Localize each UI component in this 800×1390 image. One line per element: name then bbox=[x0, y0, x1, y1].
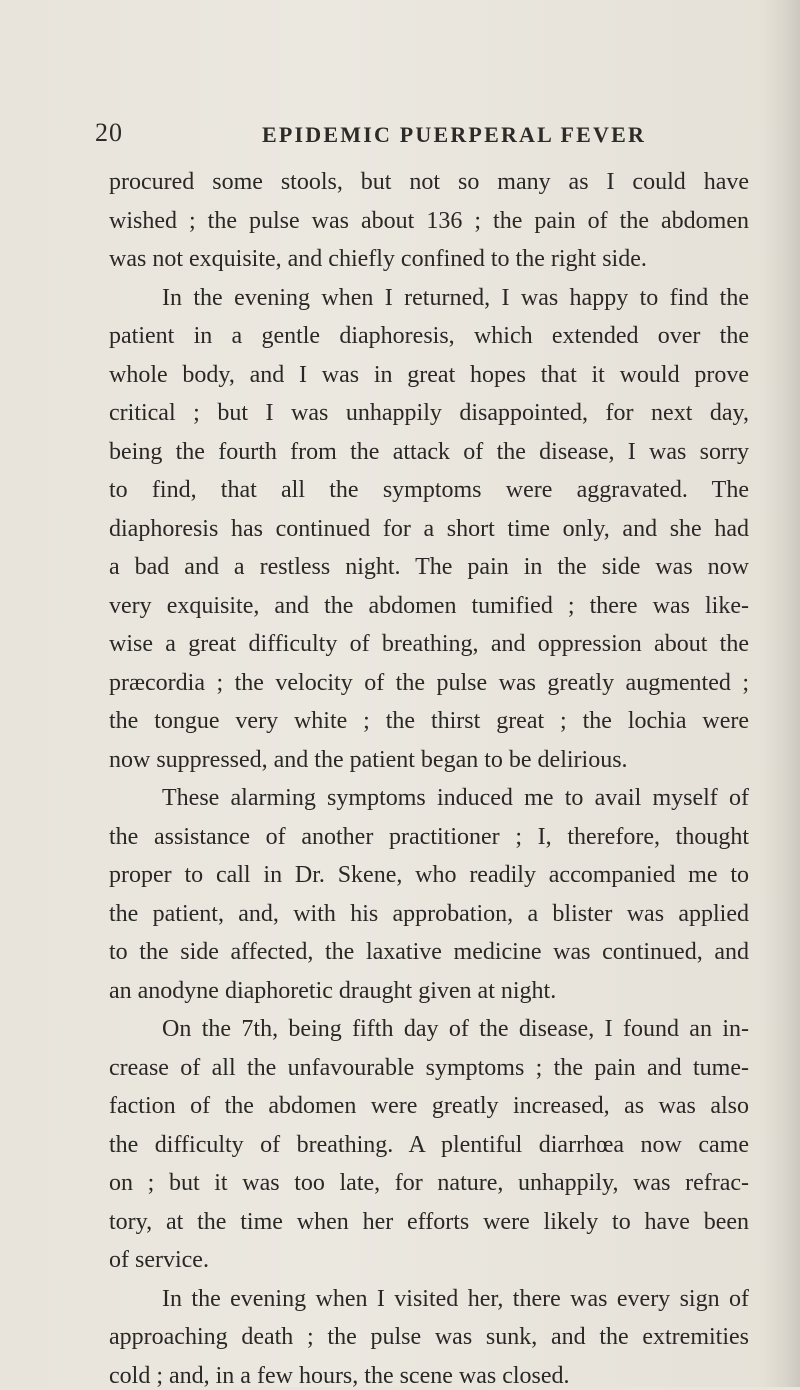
text-line: whole body, and I was in great hopes that it would prove bbox=[109, 362, 749, 388]
text-line: the difficulty of breathing. A plentiful diarrhœa now came bbox=[109, 1132, 749, 1158]
text-line: to the side affected, the laxative medicine was continued, and bbox=[109, 939, 749, 965]
page-number: 20 bbox=[95, 118, 123, 147]
text-line: to find, that all the symptoms were aggravated. The bbox=[109, 477, 749, 503]
text-line: very exquisite, and the abdomen tumified ; there was like- bbox=[109, 593, 749, 619]
text-line: wished ; the pulse was about 136 ; the pain of the abdomen bbox=[109, 208, 749, 234]
text-line: the tongue very white ; the thirst great ; the lochia were bbox=[109, 708, 749, 734]
paragraph-start-line: In the evening when I returned, I was happy to find the bbox=[162, 285, 749, 311]
paragraph-start-line: These alarming symptoms induced me to avail myself of bbox=[162, 785, 749, 811]
text-line: a bad and a restless night. The pain in the side was now bbox=[109, 554, 749, 580]
text-line: the patient, and, with his approbation, a blister was applied bbox=[109, 901, 749, 927]
running-title: EPIDEMIC PUERPERAL FEVER bbox=[262, 122, 647, 147]
text-line: approaching death ; the pulse was sunk, and the extremities bbox=[109, 1324, 749, 1350]
text-line: of service. bbox=[109, 1247, 209, 1273]
text-line: now suppressed, and the patient began to be delirious. bbox=[109, 747, 628, 773]
text-line: proper to call in Dr. Skene, who readily accompanied me to bbox=[109, 862, 749, 888]
text-line: was not exquisite, and chiefly confined to the right side. bbox=[109, 246, 647, 272]
text-line: wise a great difficulty of breathing, and oppression about the bbox=[109, 631, 749, 657]
text-line: patient in a gentle diaphoresis, which extended over the bbox=[109, 323, 749, 349]
text-line: faction of the abdomen were greatly increased, as was also bbox=[109, 1093, 749, 1119]
paragraph-start-line: On the 7th, being fifth day of the disease, I found an in- bbox=[162, 1016, 749, 1042]
text-line: being the fourth from the attack of the disease, I was sorry bbox=[109, 439, 749, 465]
paragraph-start-line: In the evening when I visited her, there was every sign of bbox=[162, 1286, 749, 1312]
text-line: præcordia ; the velocity of the pulse was greatly augmented ; bbox=[109, 670, 749, 696]
text-line: on ; but it was too late, for nature, unhappily, was refrac- bbox=[109, 1170, 749, 1196]
text-line: an anodyne diaphoretic draught given at night. bbox=[109, 978, 557, 1004]
text-line: procured some stools, but not so many as I could have bbox=[109, 169, 749, 195]
text-line: tory, at the time when her efforts were likely to have been bbox=[109, 1209, 749, 1235]
text-line: diaphoresis has continued for a short time only, and she had bbox=[109, 516, 749, 542]
text-line: cold ; and, in a few hours, the scene was closed. bbox=[109, 1363, 570, 1389]
text-line: crease of all the unfavourable symptoms ; the pain and tume- bbox=[109, 1055, 749, 1081]
text-line: critical ; but I was unhappily disappointed, for next day, bbox=[109, 400, 749, 426]
text-line: the assistance of another practitioner ; I, therefore, thought bbox=[109, 824, 749, 850]
